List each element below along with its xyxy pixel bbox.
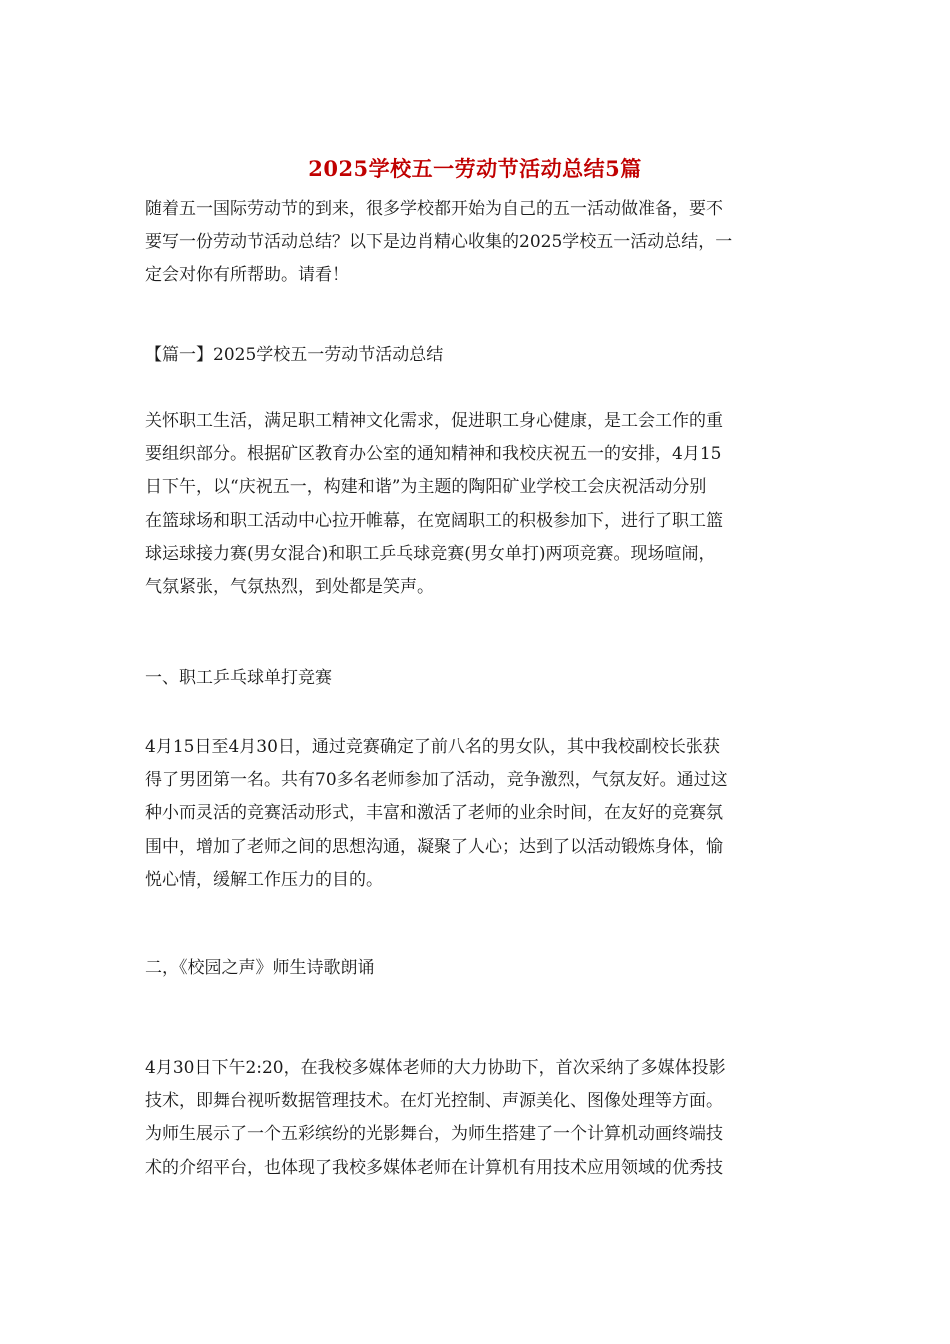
paragraph-line: 要组织部分。根据矿区教育办公室的通知精神和我校庆祝五一的安排，4月15 [145,444,722,465]
section-heading-1: 【篇一】2025学校五一劳动节活动总结 [145,345,444,365]
paragraph-line: 为师生展示了一个五彩缤纷的光影舞台，为师生搭建了一个计算机动画终端技 [145,1124,723,1145]
paragraph-line: 4月15日至4月30日，通过竞赛确定了前八名的男女队，其中我校副校长张获 [145,737,720,757]
intro-line: 定会对你有所帮助。请看！ [145,265,349,286]
paragraph-line: 种小而灵活的竞赛活动形式，丰富和激活了老师的业余时间，在友好的竞赛氛 [145,803,723,824]
paragraph-line: 在篮球场和职工活动中心拉开帷幕，在宽阔职工的积极参加下，进行了职工篮 [145,510,723,531]
paragraph-line: 球运球接力赛(男女混合)和职工乒乓球竞赛(男女单打)两项竞赛。现场喧闹， [145,543,716,564]
document-title: 2025学校五一劳动节活动总结5篇 [308,156,642,181]
paragraph-line: 技术，即舞台视听数据管理技术。在灯光控制、声源美化、图像处理等方面。 [145,1091,723,1112]
paragraph-line: 围中，增加了老师之间的思想沟通，凝聚了人心；达到了以活动锻炼身体，愉 [145,836,723,857]
subheading-table-tennis: 一、职工乒乓球单打竞赛 [145,668,332,688]
intro-paragraph [145,193,803,293]
paragraph-line: 得了男团第一名。共有70多名老师参加了活动，竞争激烈，气氛友好。通过这 [145,770,728,791]
paragraph-line: 4月30日下午2:20，在我校多媒体老师的大力协助下，首次采纳了多媒体投影 [145,1058,726,1078]
intro-line: 随着五一国际劳动节的到来，很多学校都开始为自己的五一活动做准备，要不 [145,199,723,219]
body-paragraph-2 [145,731,803,897]
paragraph-line: 悦心情，缓解工作压力的目的。 [145,869,383,890]
paragraph-line: 日下午，以“庆祝五一，构建和谐”为主题的陶阳矿业学校工会庆祝活动分别 [145,477,707,498]
paragraph-line: 术的介绍平台，也体现了我校多媒体老师在计算机有用技术应用领域的优秀技 [145,1157,723,1178]
body-paragraph-1 [145,405,803,604]
paragraph-line: 气氛紧张，气氛热烈，到处都是笑声。 [145,577,434,598]
subheading-poetry-recital: 二，《校园之声》师生诗歌朗诵 [145,958,375,978]
paragraph-line: 关怀职工生活，满足职工精神文化需求，促进职工身心健康，是工会工作的重 [145,411,723,431]
body-paragraph-3 [145,1052,803,1185]
intro-line: 要写一份劳动节活动总结？以下是边肖精心收集的2025学校五一活动总结，一 [145,232,733,253]
